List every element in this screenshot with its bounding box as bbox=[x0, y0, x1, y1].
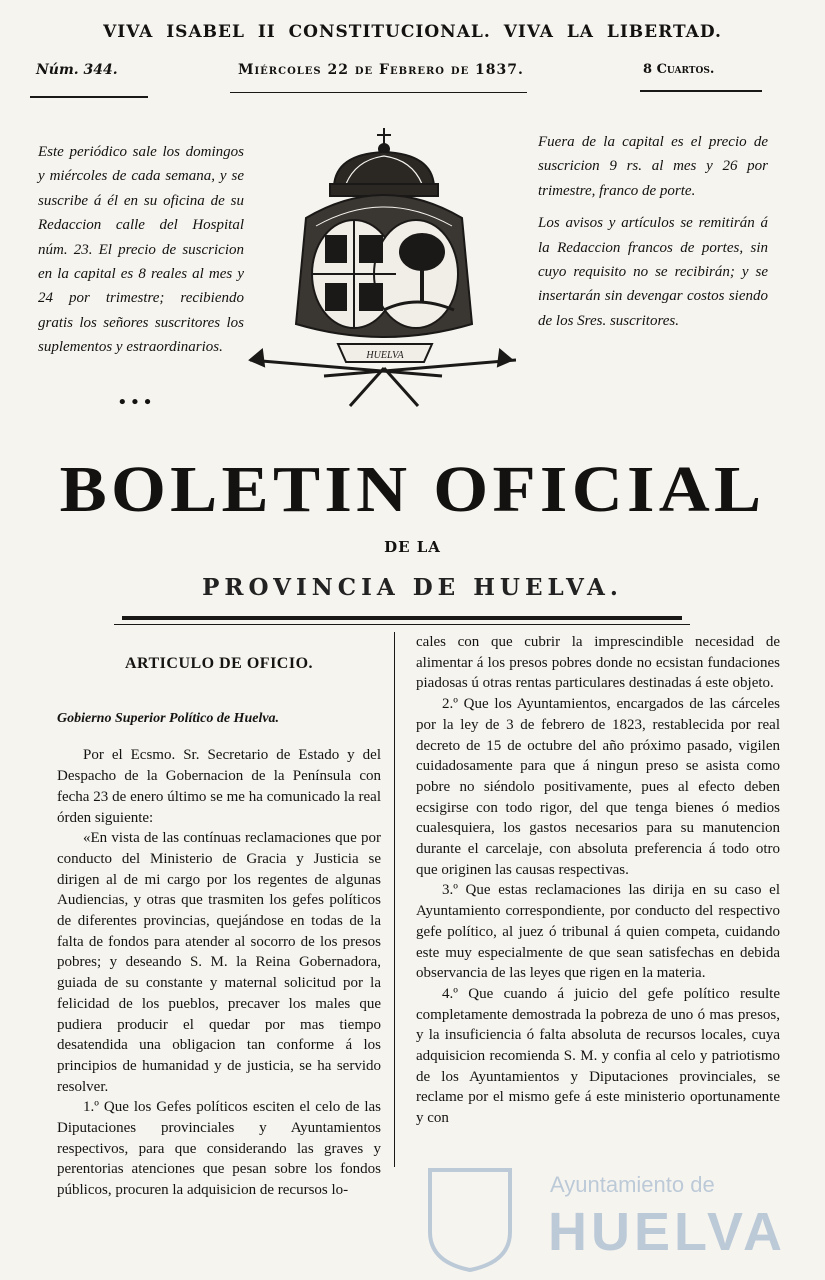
article-paragraph: Por el Ecsmo. Sr. Secretario de Estado y del Despacho de la Gobernacion de la Península con fecha 23 de enero último se me ha comunicado la real órden siguiente: bbox=[57, 747, 381, 826]
article-paragraph: 3.º Que estas reclamaciones las dirija en su caso el Ayuntamiento correspondiente, por conducto del respectivo gefe político, al juez ó tribunal á quien competa, cuidando este muy especialmente de que sean satisfechas en debida observancia de las leyes que rigen en la materia. bbox=[416, 882, 780, 982]
newspaper-title: BOLETIN OFICIAL bbox=[59, 453, 766, 526]
article-heading: ARTICULO DE OFICIO. bbox=[124, 655, 314, 672]
article-paragraph: cales con que cubrir la imprescindible necesidad de alimentar á los presos pobres donde no ecsistan fundaciones piadosas ú otras rentas particulares destinadas á este objeto. bbox=[416, 634, 780, 692]
article-column-right bbox=[416, 632, 780, 1129]
article-paragraph: 4.º Que cuando á juicio del gefe político resulte completamente demostrada la pobreza de uno ó mas presos, y la insuficiencia ó falta absoluta de recursos locales, cuya adquisicion recomienda S. M. y confia al celo y patriotismo de los Ayuntamientos y Diputaciones provinciales, se reclame por el mismo gefe á este ministerio oportunamente y con bbox=[416, 985, 780, 1127]
title-rule-thin bbox=[114, 624, 690, 625]
masthead-motto: VIVA ISABEL II CONSTITUCIONAL. VIVA LA LIBERTAD. bbox=[103, 22, 722, 42]
article-paragraph: 1.º Que los Gefes políticos esciten el celo de las Diputaciones provinciales y Ayuntamientos respectivos, para que considerando las graves y perentorias atenciones que pesan sobre los fondos públicos, procuren la adquisicion de recursos lo- bbox=[57, 1099, 381, 1199]
watermark-shield-icon bbox=[430, 1170, 510, 1270]
issue-number: Núm. 344. bbox=[36, 62, 118, 78]
government-heading: Gobierno Superior Político de Huelva. bbox=[57, 710, 280, 726]
crest-banner-label: HUELVA bbox=[366, 350, 404, 361]
issue-price: 8 Cuartos. bbox=[643, 62, 715, 77]
issue-date: Miércoles 22 de Febrero de 1837. bbox=[238, 62, 524, 78]
masthead-rule-center bbox=[230, 92, 527, 93]
watermark-line-2: HUELVA bbox=[548, 1202, 786, 1262]
masthead-rule-right bbox=[640, 90, 762, 92]
title-de-la: DE LA bbox=[384, 538, 441, 556]
subscription-notice-right: Fuera de la capital es el precio de suscricion 9 rs. al mes y 26 por trimestre, franco de porte. Los avisos y artículos se remitirán á la Redaccion francos de portes, sin cuyo requisito no se recibirán; y se insertarán sin devengar costos siendo de los Sres. suscritores. bbox=[538, 134, 768, 329]
article-paragraph: «En vista de las contínuas reclamaciones que por conducto del Ministerio de Gracia y Justicia se dirigen al de mi cargo por los regentes de algunas Audiencias, y otras que trasmiten los gefes políticos de diferentes provincias, quejándose en todas de la falta de fondos para atender al socorro de los presos pobres; y deseando S. M. la Reina Gobernadora, guiada de su constante y maternal solicitud por la felicidad de los pueblos, precaver los males que pudiera producir el quedar por mas tiempo desatendida una obligacion tan conforme á los principios de humanidad y de justicia, se ha servido resolver. bbox=[57, 830, 381, 1095]
archive-watermark bbox=[420, 1162, 820, 1272]
ornament-dots: ••• bbox=[117, 392, 155, 413]
coat-of-arms-icon bbox=[246, 124, 516, 410]
title-province: PROVINCIA DE HUELVA. bbox=[202, 574, 623, 601]
article-paragraph: 2.º Que los Ayuntamientos, encargados de las cárceles por la ley de 3 de febrero de 1823, restablecida por real decreto de 15 de octubre del año próximo pasado, vigilen cuidadosamente para que á ningun preso se asista como pobre no siéndolo positivamente, pues al efecto deben ecsigirse con todo rigor, del que tenga bienes ó medios cualesquiera, los gastos necesarios para su manutencion durante el carcelaje, con absoluta preferencia á todo otro que originen las causas respectivas. bbox=[416, 696, 780, 878]
watermark-line-1: Ayuntamiento de bbox=[550, 1172, 715, 1197]
column-divider bbox=[394, 632, 395, 1167]
masthead-rule-left bbox=[30, 96, 148, 98]
title-rule bbox=[122, 616, 682, 620]
article-column-left bbox=[57, 654, 381, 1201]
subscription-notice-left: Este periódico sale los domingos y miércoles de cada semana, y se suscribe á él en su oficina de su Redaccion calle del Hospital núm. 23. El precio de suscricion en la capital es 8 reales al mes y 24 por trimestre; recibiendo gratis los señores suscritores los suplementos y estraordinarios. bbox=[38, 144, 244, 356]
